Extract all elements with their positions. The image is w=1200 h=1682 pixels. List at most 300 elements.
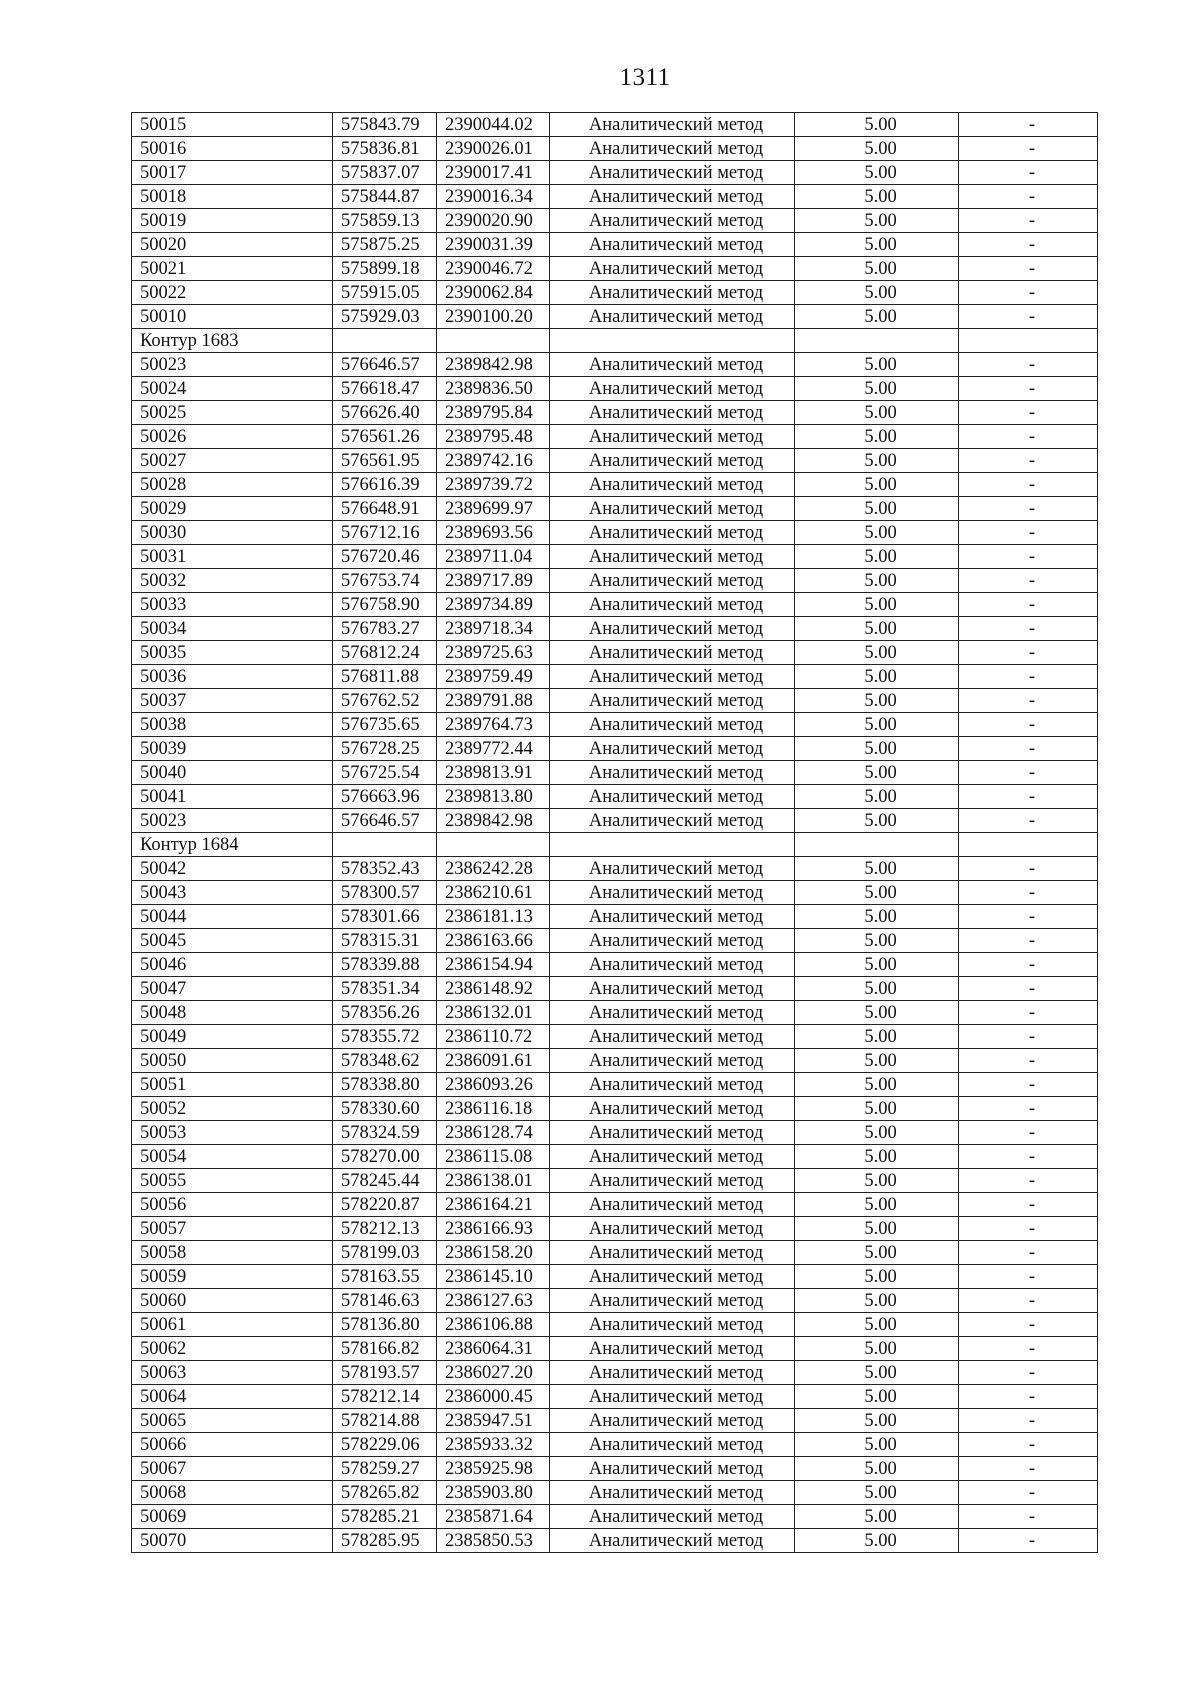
point-number-cell: 50057	[132, 1217, 333, 1241]
y-coordinate-cell: 2386110.72	[437, 1025, 550, 1049]
error-cell: 5.00	[795, 1457, 959, 1481]
x-coordinate-cell: 578330.60	[333, 1097, 437, 1121]
x-coordinate-cell: 576753.74	[333, 569, 437, 593]
point-number-cell: 50026	[132, 425, 333, 449]
point-number-cell: 50059	[132, 1265, 333, 1289]
y-coordinate-cell: 2389813.91	[437, 761, 550, 785]
error-cell: 5.00	[795, 1361, 959, 1385]
point-number-cell: 50040	[132, 761, 333, 785]
y-coordinate-cell: 2386163.66	[437, 929, 550, 953]
error-cell: 5.00	[795, 881, 959, 905]
x-coordinate-cell: 578136.80	[333, 1313, 437, 1337]
x-coordinate-cell: 578348.62	[333, 1049, 437, 1073]
x-coordinate-cell: 578285.21	[333, 1505, 437, 1529]
error-cell: 5.00	[795, 737, 959, 761]
x-coordinate-cell: 576646.57	[333, 809, 437, 833]
method-cell: Аналитический метод	[550, 953, 795, 977]
note-cell: -	[959, 449, 1098, 473]
x-coordinate-cell: 578163.55	[333, 1265, 437, 1289]
y-coordinate-cell: 2389725.63	[437, 641, 550, 665]
y-coordinate-cell: 2390044.02	[437, 113, 550, 137]
y-coordinate-cell: 2389718.34	[437, 617, 550, 641]
error-cell: 5.00	[795, 113, 959, 137]
empty-cell	[795, 329, 959, 353]
point-number-cell: 50039	[132, 737, 333, 761]
method-cell: Аналитический метод	[550, 161, 795, 185]
table-row	[132, 953, 1098, 977]
error-cell: 5.00	[795, 545, 959, 569]
table-row	[132, 665, 1098, 689]
method-cell: Аналитический метод	[550, 977, 795, 1001]
note-cell: -	[959, 1289, 1098, 1313]
x-coordinate-cell: 576728.25	[333, 737, 437, 761]
x-coordinate-cell: 576735.65	[333, 713, 437, 737]
point-number-cell: 50028	[132, 473, 333, 497]
note-cell: -	[959, 689, 1098, 713]
x-coordinate-cell: 578351.34	[333, 977, 437, 1001]
error-cell: 5.00	[795, 1097, 959, 1121]
table-row	[132, 257, 1098, 281]
note-cell: -	[959, 977, 1098, 1001]
point-number-cell: 50018	[132, 185, 333, 209]
method-cell: Аналитический метод	[550, 1385, 795, 1409]
error-cell: 5.00	[795, 1049, 959, 1073]
point-number-cell: 50030	[132, 521, 333, 545]
table-row	[132, 161, 1098, 185]
point-number-cell: 50027	[132, 449, 333, 473]
point-number-cell: 50068	[132, 1481, 333, 1505]
method-cell: Аналитический метод	[550, 473, 795, 497]
point-number-cell: 50061	[132, 1313, 333, 1337]
method-cell: Аналитический метод	[550, 1001, 795, 1025]
note-cell: -	[959, 401, 1098, 425]
point-number-cell: 50025	[132, 401, 333, 425]
coordinates-table	[131, 112, 1098, 1553]
table-row	[132, 641, 1098, 665]
point-number-cell: 50043	[132, 881, 333, 905]
contour-label-cell: Контур 1683	[132, 329, 333, 353]
table-row	[132, 857, 1098, 881]
point-number-cell: 50036	[132, 665, 333, 689]
note-cell: -	[959, 1001, 1098, 1025]
point-number-cell: 50048	[132, 1001, 333, 1025]
method-cell: Аналитический метод	[550, 1529, 795, 1553]
point-number-cell: 50017	[132, 161, 333, 185]
method-cell: Аналитический метод	[550, 929, 795, 953]
point-number-cell: 50022	[132, 281, 333, 305]
table-row	[132, 185, 1098, 209]
table-row	[132, 1529, 1098, 1553]
point-number-cell: 50044	[132, 905, 333, 929]
note-cell: -	[959, 425, 1098, 449]
table-row	[132, 209, 1098, 233]
point-number-cell: 50060	[132, 1289, 333, 1313]
y-coordinate-cell: 2386164.21	[437, 1193, 550, 1217]
x-coordinate-cell: 578199.03	[333, 1241, 437, 1265]
y-coordinate-cell: 2389759.49	[437, 665, 550, 689]
method-cell: Аналитический метод	[550, 1169, 795, 1193]
method-cell: Аналитический метод	[550, 1409, 795, 1433]
y-coordinate-cell: 2390031.39	[437, 233, 550, 257]
table-row	[132, 569, 1098, 593]
table-row	[132, 1505, 1098, 1529]
table-row	[132, 905, 1098, 929]
y-coordinate-cell: 2386145.10	[437, 1265, 550, 1289]
error-cell: 5.00	[795, 425, 959, 449]
error-cell: 5.00	[795, 185, 959, 209]
error-cell: 5.00	[795, 353, 959, 377]
error-cell: 5.00	[795, 305, 959, 329]
x-coordinate-cell: 578338.80	[333, 1073, 437, 1097]
x-coordinate-cell: 578212.14	[333, 1385, 437, 1409]
x-coordinate-cell: 578301.66	[333, 905, 437, 929]
point-number-cell: 50041	[132, 785, 333, 809]
method-cell: Аналитический метод	[550, 761, 795, 785]
note-cell: -	[959, 305, 1098, 329]
error-cell: 5.00	[795, 617, 959, 641]
note-cell: -	[959, 881, 1098, 905]
method-cell: Аналитический метод	[550, 665, 795, 689]
point-number-cell: 50065	[132, 1409, 333, 1433]
error-cell: 5.00	[795, 1001, 959, 1025]
x-coordinate-cell: 576812.24	[333, 641, 437, 665]
error-cell: 5.00	[795, 1337, 959, 1361]
point-number-cell: 50067	[132, 1457, 333, 1481]
x-coordinate-cell: 578212.13	[333, 1217, 437, 1241]
y-coordinate-cell: 2386106.88	[437, 1313, 550, 1337]
contour-label-cell: Контур 1684	[132, 833, 333, 857]
error-cell: 5.00	[795, 1073, 959, 1097]
x-coordinate-cell: 578146.63	[333, 1289, 437, 1313]
x-coordinate-cell: 578285.95	[333, 1529, 437, 1553]
x-coordinate-cell: 578339.88	[333, 953, 437, 977]
table-row	[132, 1433, 1098, 1457]
y-coordinate-cell: 2389742.16	[437, 449, 550, 473]
table-row	[132, 1217, 1098, 1241]
y-coordinate-cell: 2386148.92	[437, 977, 550, 1001]
y-coordinate-cell: 2389836.50	[437, 377, 550, 401]
table-row	[132, 1481, 1098, 1505]
method-cell: Аналитический метод	[550, 593, 795, 617]
x-coordinate-cell: 578193.57	[333, 1361, 437, 1385]
y-coordinate-cell: 2389734.89	[437, 593, 550, 617]
error-cell: 5.00	[795, 1217, 959, 1241]
y-coordinate-cell: 2385850.53	[437, 1529, 550, 1553]
note-cell: -	[959, 353, 1098, 377]
table-row	[132, 137, 1098, 161]
error-cell: 5.00	[795, 593, 959, 617]
x-coordinate-cell: 578270.00	[333, 1145, 437, 1169]
method-cell: Аналитический метод	[550, 137, 795, 161]
error-cell: 5.00	[795, 905, 959, 929]
point-number-cell: 50056	[132, 1193, 333, 1217]
method-cell: Аналитический метод	[550, 1217, 795, 1241]
method-cell: Аналитический метод	[550, 1145, 795, 1169]
error-cell: 5.00	[795, 1433, 959, 1457]
error-cell: 5.00	[795, 1385, 959, 1409]
x-coordinate-cell: 576561.95	[333, 449, 437, 473]
note-cell: -	[959, 1529, 1098, 1553]
y-coordinate-cell: 2389795.48	[437, 425, 550, 449]
x-coordinate-cell: 575836.81	[333, 137, 437, 161]
method-cell: Аналитический метод	[550, 353, 795, 377]
point-number-cell: 50054	[132, 1145, 333, 1169]
table-row	[132, 1025, 1098, 1049]
y-coordinate-cell: 2390062.84	[437, 281, 550, 305]
error-cell: 5.00	[795, 809, 959, 833]
x-coordinate-cell: 578356.26	[333, 1001, 437, 1025]
y-coordinate-cell: 2389842.98	[437, 353, 550, 377]
table-row	[132, 281, 1098, 305]
point-number-cell: 50020	[132, 233, 333, 257]
empty-cell	[333, 329, 437, 353]
note-cell: -	[959, 1457, 1098, 1481]
note-cell: -	[959, 161, 1098, 185]
error-cell: 5.00	[795, 665, 959, 689]
point-number-cell: 50016	[132, 137, 333, 161]
method-cell: Аналитический метод	[550, 1481, 795, 1505]
method-cell: Аналитический метод	[550, 305, 795, 329]
point-number-cell: 50046	[132, 953, 333, 977]
x-coordinate-cell: 578214.88	[333, 1409, 437, 1433]
table-row	[132, 1265, 1098, 1289]
y-coordinate-cell: 2386000.45	[437, 1385, 550, 1409]
point-number-cell: 50019	[132, 209, 333, 233]
point-number-cell: 50053	[132, 1121, 333, 1145]
error-cell: 5.00	[795, 1313, 959, 1337]
error-cell: 5.00	[795, 1241, 959, 1265]
x-coordinate-cell: 575929.03	[333, 305, 437, 329]
method-cell: Аналитический метод	[550, 1265, 795, 1289]
method-cell: Аналитический метод	[550, 185, 795, 209]
note-cell: -	[959, 809, 1098, 833]
error-cell: 5.00	[795, 1265, 959, 1289]
table-row	[132, 1169, 1098, 1193]
point-number-cell: 50055	[132, 1169, 333, 1193]
y-coordinate-cell: 2386242.28	[437, 857, 550, 881]
page-number: 1311	[619, 64, 671, 91]
note-cell: -	[959, 1073, 1098, 1097]
table-row	[132, 1193, 1098, 1217]
note-cell: -	[959, 185, 1098, 209]
method-cell: Аналитический метод	[550, 1505, 795, 1529]
coordinates-table-body	[132, 113, 1098, 1553]
x-coordinate-cell: 576811.88	[333, 665, 437, 689]
method-cell: Аналитический метод	[550, 905, 795, 929]
note-cell: -	[959, 569, 1098, 593]
method-cell: Аналитический метод	[550, 713, 795, 737]
method-cell: Аналитический метод	[550, 737, 795, 761]
note-cell: -	[959, 113, 1098, 137]
point-number-cell: 50070	[132, 1529, 333, 1553]
point-number-cell: 50049	[132, 1025, 333, 1049]
point-number-cell: 50037	[132, 689, 333, 713]
error-cell: 5.00	[795, 569, 959, 593]
note-cell: -	[959, 1049, 1098, 1073]
x-coordinate-cell: 576646.57	[333, 353, 437, 377]
x-coordinate-cell: 576663.96	[333, 785, 437, 809]
method-cell: Аналитический метод	[550, 1433, 795, 1457]
method-cell: Аналитический метод	[550, 1337, 795, 1361]
error-cell: 5.00	[795, 761, 959, 785]
error-cell: 5.00	[795, 161, 959, 185]
y-coordinate-cell: 2389693.56	[437, 521, 550, 545]
error-cell: 5.00	[795, 377, 959, 401]
method-cell: Аналитический метод	[550, 425, 795, 449]
y-coordinate-cell: 2389813.80	[437, 785, 550, 809]
error-cell: 5.00	[795, 1529, 959, 1553]
y-coordinate-cell: 2390046.72	[437, 257, 550, 281]
error-cell: 5.00	[795, 929, 959, 953]
table-row	[132, 593, 1098, 617]
y-coordinate-cell: 2386064.31	[437, 1337, 550, 1361]
x-coordinate-cell: 575843.79	[333, 113, 437, 137]
point-number-cell: 50010	[132, 305, 333, 329]
method-cell: Аналитический метод	[550, 545, 795, 569]
table-row	[132, 689, 1098, 713]
method-cell: Аналитический метод	[550, 281, 795, 305]
note-cell: -	[959, 521, 1098, 545]
y-coordinate-cell: 2386115.08	[437, 1145, 550, 1169]
note-cell: -	[959, 593, 1098, 617]
x-coordinate-cell: 578352.43	[333, 857, 437, 881]
method-cell: Аналитический метод	[550, 1073, 795, 1097]
y-coordinate-cell: 2385933.32	[437, 1433, 550, 1457]
note-cell: -	[959, 713, 1098, 737]
note-cell: -	[959, 233, 1098, 257]
note-cell: -	[959, 1409, 1098, 1433]
y-coordinate-cell: 2389717.89	[437, 569, 550, 593]
method-cell: Аналитический метод	[550, 233, 795, 257]
x-coordinate-cell: 576783.27	[333, 617, 437, 641]
method-cell: Аналитический метод	[550, 569, 795, 593]
table-row	[132, 1313, 1098, 1337]
method-cell: Аналитический метод	[550, 785, 795, 809]
point-number-cell: 50062	[132, 1337, 333, 1361]
y-coordinate-cell: 2386132.01	[437, 1001, 550, 1025]
point-number-cell: 50029	[132, 497, 333, 521]
point-number-cell: 50023	[132, 809, 333, 833]
point-number-cell: 50024	[132, 377, 333, 401]
y-coordinate-cell: 2386158.20	[437, 1241, 550, 1265]
method-cell: Аналитический метод	[550, 401, 795, 425]
empty-cell	[437, 329, 550, 353]
y-coordinate-cell: 2390026.01	[437, 137, 550, 161]
table-row	[132, 1361, 1098, 1385]
x-coordinate-cell: 578229.06	[333, 1433, 437, 1457]
method-cell: Аналитический метод	[550, 1313, 795, 1337]
y-coordinate-cell: 2385871.64	[437, 1505, 550, 1529]
note-cell: -	[959, 641, 1098, 665]
table-row	[132, 353, 1098, 377]
table-row	[132, 521, 1098, 545]
x-coordinate-cell: 578220.87	[333, 1193, 437, 1217]
error-cell: 5.00	[795, 233, 959, 257]
table-row	[132, 737, 1098, 761]
contour-header-row	[132, 329, 1098, 353]
table-row	[132, 881, 1098, 905]
point-number-cell: 50052	[132, 1097, 333, 1121]
y-coordinate-cell: 2389772.44	[437, 737, 550, 761]
y-coordinate-cell: 2390100.20	[437, 305, 550, 329]
y-coordinate-cell: 2389739.72	[437, 473, 550, 497]
note-cell: -	[959, 377, 1098, 401]
x-coordinate-cell: 575915.05	[333, 281, 437, 305]
y-coordinate-cell: 2385947.51	[437, 1409, 550, 1433]
y-coordinate-cell: 2386166.93	[437, 1217, 550, 1241]
table-row	[132, 1145, 1098, 1169]
error-cell: 5.00	[795, 953, 959, 977]
note-cell: -	[959, 281, 1098, 305]
x-coordinate-cell: 576720.46	[333, 545, 437, 569]
point-number-cell: 50015	[132, 113, 333, 137]
x-coordinate-cell: 578245.44	[333, 1169, 437, 1193]
point-number-cell: 50066	[132, 1433, 333, 1457]
y-coordinate-cell: 2385903.80	[437, 1481, 550, 1505]
contour-header-row	[132, 833, 1098, 857]
x-coordinate-cell: 576725.54	[333, 761, 437, 785]
error-cell: 5.00	[795, 689, 959, 713]
y-coordinate-cell: 2386093.26	[437, 1073, 550, 1097]
x-coordinate-cell: 578300.57	[333, 881, 437, 905]
x-coordinate-cell: 576616.39	[333, 473, 437, 497]
error-cell: 5.00	[795, 857, 959, 881]
error-cell: 5.00	[795, 137, 959, 161]
point-number-cell: 50038	[132, 713, 333, 737]
table-row	[132, 761, 1098, 785]
error-cell: 5.00	[795, 281, 959, 305]
table-row	[132, 977, 1098, 1001]
error-cell: 5.00	[795, 1193, 959, 1217]
error-cell: 5.00	[795, 257, 959, 281]
note-cell: -	[959, 785, 1098, 809]
note-cell: -	[959, 761, 1098, 785]
y-coordinate-cell: 2389791.88	[437, 689, 550, 713]
error-cell: 5.00	[795, 1145, 959, 1169]
x-coordinate-cell: 575875.25	[333, 233, 437, 257]
table-row	[132, 497, 1098, 521]
note-cell: -	[959, 1505, 1098, 1529]
empty-cell	[550, 833, 795, 857]
x-coordinate-cell: 576648.91	[333, 497, 437, 521]
y-coordinate-cell: 2389711.04	[437, 545, 550, 569]
note-cell: -	[959, 617, 1098, 641]
error-cell: 5.00	[795, 713, 959, 737]
method-cell: Аналитический метод	[550, 1049, 795, 1073]
point-number-cell: 50035	[132, 641, 333, 665]
method-cell: Аналитический метод	[550, 689, 795, 713]
y-coordinate-cell: 2389795.84	[437, 401, 550, 425]
x-coordinate-cell: 578166.82	[333, 1337, 437, 1361]
error-cell: 5.00	[795, 521, 959, 545]
note-cell: -	[959, 1193, 1098, 1217]
method-cell: Аналитический метод	[550, 1193, 795, 1217]
method-cell: Аналитический метод	[550, 809, 795, 833]
point-number-cell: 50045	[132, 929, 333, 953]
method-cell: Аналитический метод	[550, 113, 795, 137]
x-coordinate-cell: 578259.27	[333, 1457, 437, 1481]
error-cell: 5.00	[795, 401, 959, 425]
error-cell: 5.00	[795, 449, 959, 473]
y-coordinate-cell: 2386181.13	[437, 905, 550, 929]
point-number-cell: 50051	[132, 1073, 333, 1097]
y-coordinate-cell: 2386091.61	[437, 1049, 550, 1073]
table-row	[132, 1385, 1098, 1409]
note-cell: -	[959, 665, 1098, 689]
error-cell: 5.00	[795, 1289, 959, 1313]
table-row	[132, 1073, 1098, 1097]
x-coordinate-cell: 576618.47	[333, 377, 437, 401]
